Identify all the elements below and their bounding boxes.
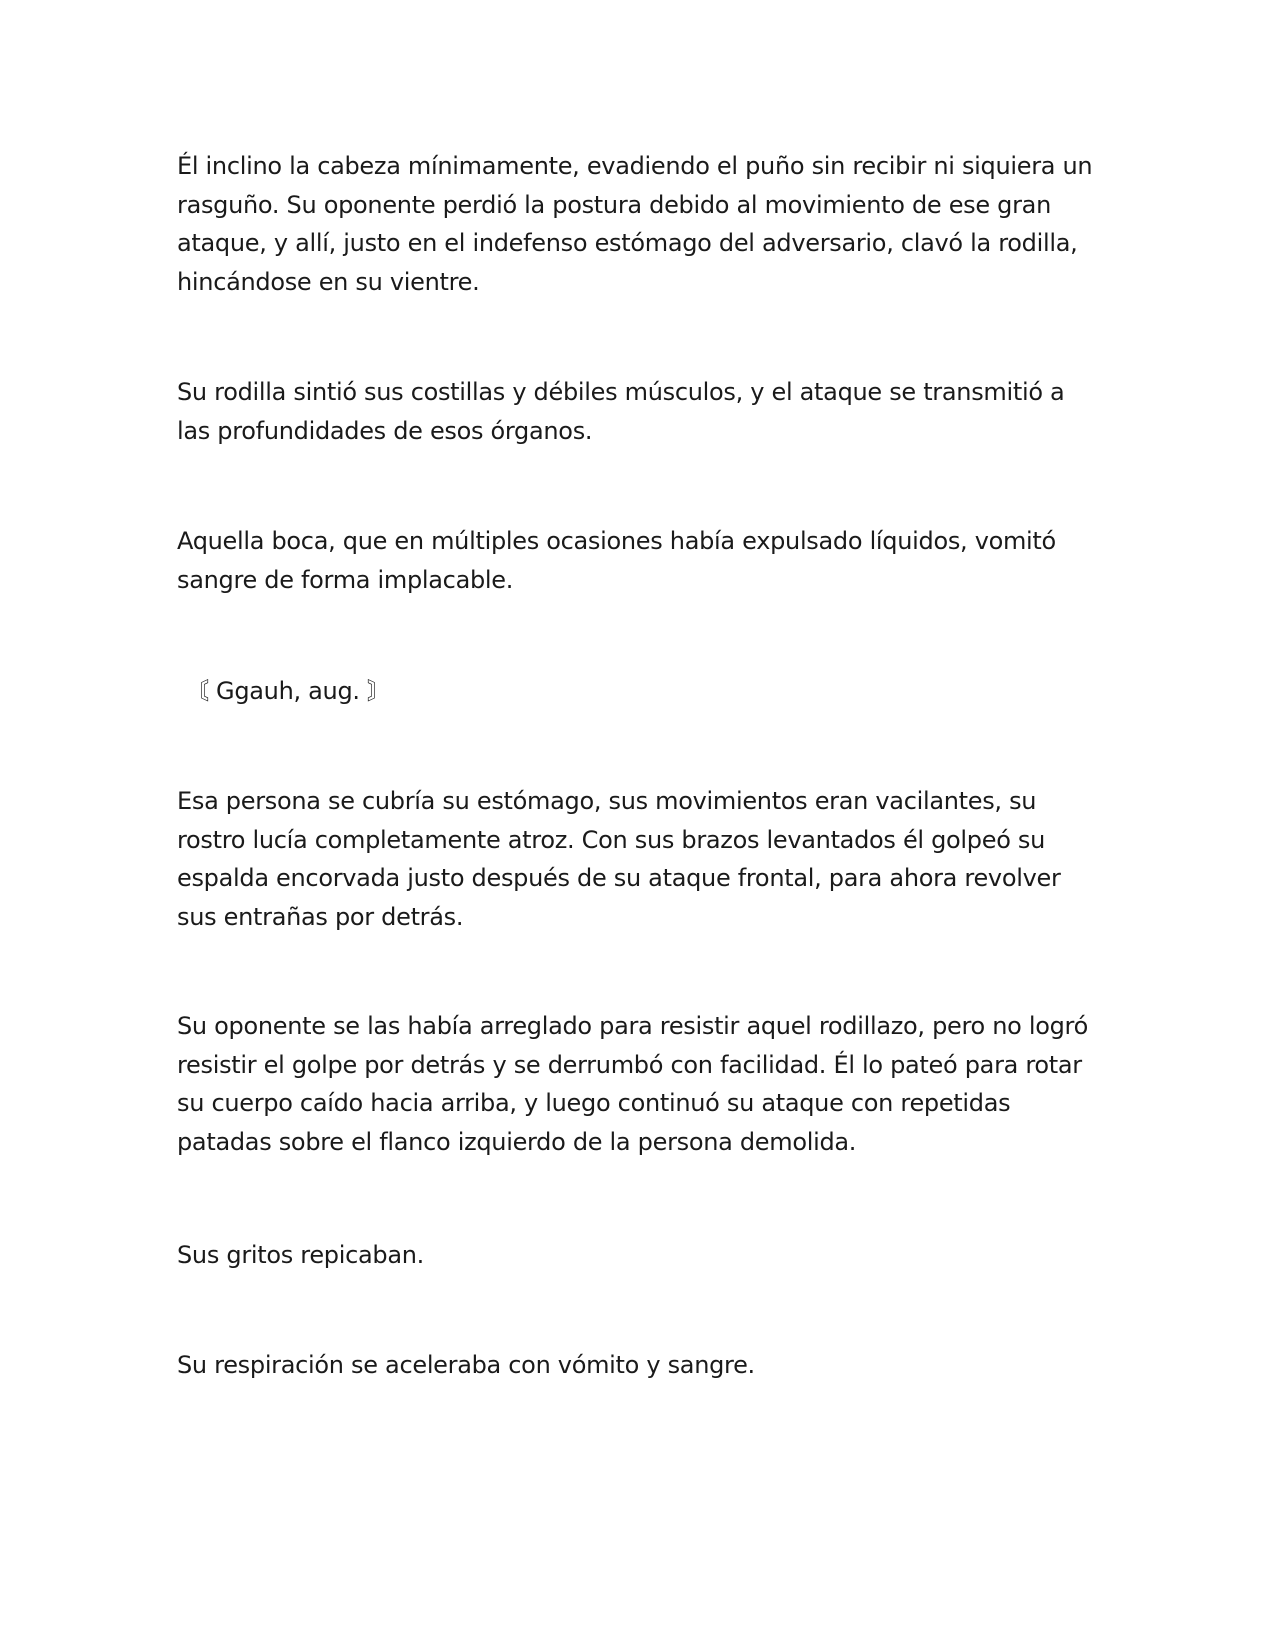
paragraph: Aquella boca, que en múltiples ocasiones había expulsado líquidos, vomitó sangre de forma implacable. [177, 527, 1056, 594]
paragraph: Él inclino la cabeza mínimamente, evadiendo el puño sin recibir ni siquiera un rasguño. Su oponente perdió la postura debido al movimiento de ese gran ataque, y allí, justo en el indefenso estómago del adversario, clavó la rodilla, hincándose en su vientre. [177, 152, 1093, 296]
paragraph: Su oponente se las había arreglado para resistir aquel rodillazo, pero no logró resistir el golpe por detrás y se derrumbó con facilidad. Él lo pateó para rotar su cuerpo caído hacia arriba, y luego continuó su ataque con repetidas patadas sobre el flanco izquierdo de la persona demolida. [177, 1012, 1088, 1156]
paragraph: Esa persona se cubría su estómago, sus movimientos eran vacilantes, su rostro lucía completamente atroz. Con sus brazos levantados él golpeó su espalda encorvada justo después de su ataque frontal, para ahora revolver sus entrañas por detrás. [177, 787, 1061, 931]
dialogue-line: 〘 Ggauh, aug. 〙 [185, 677, 391, 705]
paragraph: Sus gritos repicaban. [177, 1241, 424, 1269]
paragraph: Su respiración se aceleraba con vómito y sangre. [177, 1351, 755, 1379]
paragraph: Su rodilla sintió sus costillas y débiles músculos, y el ataque se transmitió a las profundidades de esos órganos. [177, 378, 1065, 445]
